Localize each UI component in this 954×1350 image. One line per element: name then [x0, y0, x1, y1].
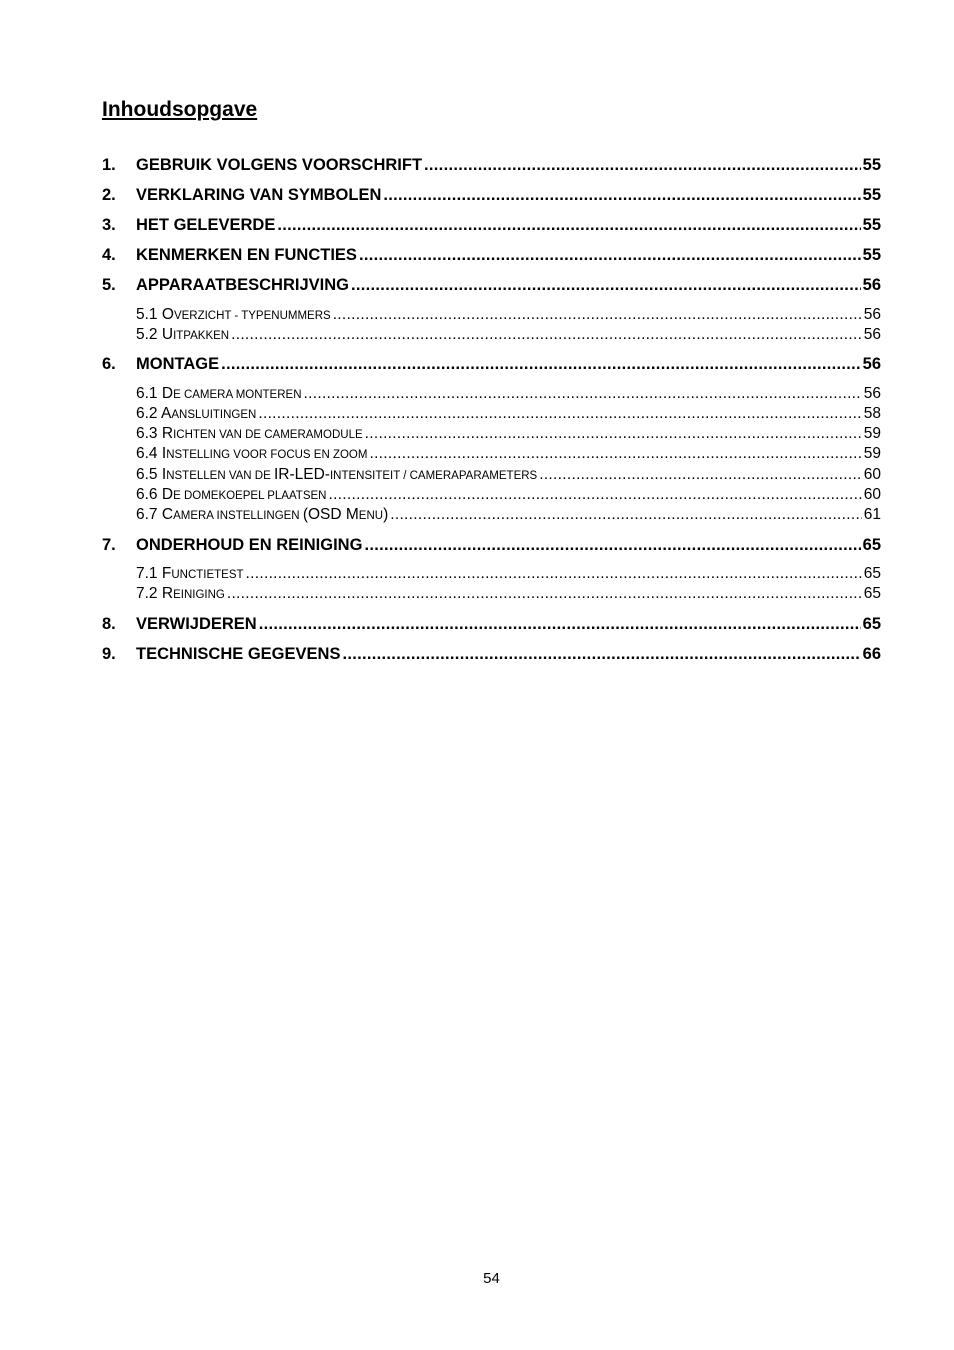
toc-entry-7[interactable] — [102, 534, 881, 556]
toc-title: VERWIJDEREN — [136, 615, 257, 634]
toc-subtitle: 6.5 INSTELLEN VAN DE IR-LED-INTENSITEIT / CAMERAPARAMETERS — [136, 465, 538, 483]
page-number: 54 — [483, 1270, 500, 1287]
dot-leader — [258, 404, 861, 424]
toc-page: 60 — [863, 485, 881, 503]
toc-number: 2. — [102, 186, 116, 204]
toc-page: 59 — [863, 445, 881, 463]
toc-number: 7. — [102, 535, 116, 554]
toc-title: TECHNISCHE GEGEVENS — [136, 645, 341, 664]
toc-subtitle: 6.7 CAMERA INSTELLINGEN (OSD MENU) — [136, 506, 389, 523]
toc-title: ONDERHOUD EN REINIGING — [136, 535, 363, 554]
toc-subtitle: 6.6 DE DOMEKOEPEL PLAATSEN — [136, 485, 327, 503]
dot-leader — [390, 505, 862, 525]
toc-subtitle: 6.1 DE CAMERA MONTEREN — [136, 384, 302, 402]
toc-entry-4[interactable] — [102, 244, 881, 266]
toc-number: 5. — [102, 276, 116, 294]
toc-title: KENMERKEN EN FUNCTIES — [136, 246, 357, 264]
dot-leader — [259, 613, 861, 635]
table-of-contents — [102, 154, 881, 665]
dot-leader — [351, 274, 861, 296]
toc-page: 60 — [863, 465, 881, 483]
toc-subentry-5-1[interactable] — [136, 305, 881, 325]
toc-subentry-7-2[interactable] — [136, 584, 881, 604]
dot-leader — [304, 384, 862, 404]
toc-entry-3[interactable] — [102, 214, 881, 236]
toc-subentry-6-1[interactable] — [136, 384, 881, 404]
dot-leader — [369, 444, 861, 464]
toc-page: 61 — [863, 506, 881, 523]
toc-subentry-6-2[interactable] — [136, 404, 881, 424]
toc-entry-5[interactable] — [102, 274, 881, 296]
dot-leader — [231, 325, 862, 345]
dot-leader — [365, 424, 862, 444]
toc-subtitle: 7.1 FUNCTIETEST — [136, 565, 244, 583]
dot-leader — [277, 214, 860, 236]
toc-page: 55 — [862, 186, 881, 204]
toc-subentry-6-4[interactable] — [136, 444, 881, 464]
toc-title: VERKLARING VAN SYMBOLEN — [136, 186, 382, 204]
toc-subentry-6-3[interactable] — [136, 424, 881, 444]
dot-leader — [227, 584, 862, 604]
toc-page: 59 — [863, 425, 881, 443]
toc-title: GEBRUIK VOLGENS VOORSCHRIFT — [136, 156, 423, 174]
toc-title: MONTAGE — [136, 355, 220, 374]
toc-subtitle: 5.2 UITPAKKEN — [136, 325, 230, 343]
toc-page: 65 — [862, 535, 881, 554]
dot-leader — [333, 305, 862, 325]
toc-page: 55 — [862, 156, 881, 174]
dot-leader — [246, 564, 862, 584]
toc-entry-8[interactable] — [102, 613, 881, 635]
page-title: Inhoudsopgave — [102, 98, 258, 121]
toc-page: 58 — [863, 405, 881, 423]
dot-leader — [342, 643, 860, 665]
dot-leader — [364, 534, 860, 556]
dot-leader — [539, 465, 862, 485]
toc-page: 65 — [862, 615, 881, 634]
toc-title: HET GELEVERDE — [136, 216, 276, 234]
toc-subtitle: 7.2 REINIGING — [136, 585, 225, 603]
toc-entry-2[interactable] — [102, 184, 881, 206]
toc-page: 65 — [863, 565, 881, 583]
dot-leader — [383, 184, 860, 206]
toc-page: 56 — [862, 355, 881, 374]
dot-leader — [328, 485, 861, 505]
dot-leader — [221, 353, 861, 375]
toc-entry-9[interactable] — [102, 643, 881, 665]
toc-number: 4. — [102, 246, 116, 264]
toc-number: 9. — [102, 645, 116, 664]
toc-subentry-6-6[interactable] — [136, 485, 881, 505]
toc-page: 65 — [863, 585, 881, 603]
toc-page: 56 — [863, 305, 881, 323]
toc-subtitle: 5.1 OVERZICHT - TYPENUMMERS — [136, 305, 331, 323]
toc-page: 55 — [862, 246, 881, 264]
toc-subtitle: 6.3 RICHTEN VAN DE CAMERAMODULE — [136, 425, 363, 443]
toc-subtitle: 6.2 AANSLUITINGEN — [136, 405, 257, 423]
toc-entry-1[interactable] — [102, 154, 881, 176]
toc-page: 55 — [862, 216, 881, 234]
toc-subentry-5-2[interactable] — [136, 325, 881, 345]
toc-page: 56 — [862, 276, 881, 294]
toc-number: 6. — [102, 355, 116, 374]
toc-page: 56 — [863, 384, 881, 402]
toc-entry-6[interactable] — [102, 353, 881, 375]
toc-page: 56 — [863, 325, 881, 343]
toc-subentry-7-1[interactable] — [136, 564, 881, 584]
toc-number: 1. — [102, 156, 116, 174]
toc-number: 3. — [102, 216, 116, 234]
toc-title: APPARAATBESCHRIJVING — [136, 276, 349, 294]
toc-page: 66 — [862, 645, 881, 664]
toc-subtitle: 6.4 INSTELLING VOOR FOCUS EN ZOOM — [136, 445, 368, 463]
toc-number: 8. — [102, 615, 116, 634]
dot-leader — [424, 154, 861, 176]
toc-subentry-6-5[interactable] — [136, 465, 881, 485]
dot-leader — [359, 244, 861, 266]
toc-subentry-6-7[interactable] — [136, 505, 881, 525]
